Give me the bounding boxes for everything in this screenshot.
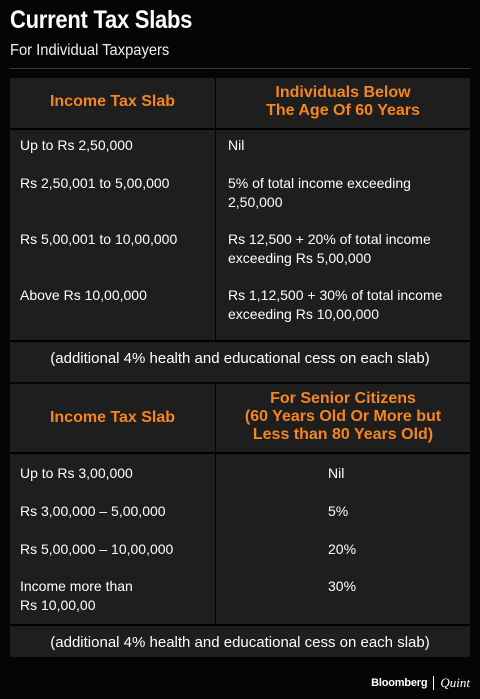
col-header-senior-citizens bbox=[216, 390, 470, 444]
table-row-tax: 20% bbox=[328, 541, 357, 557]
cess-note: (additional 4% health and educational cess on each slab) bbox=[50, 350, 430, 367]
brand-quint: Quint bbox=[440, 675, 470, 690]
slab-line: Rs 10,00,00 bbox=[20, 597, 96, 613]
title-divider bbox=[10, 68, 470, 69]
table-row-tax bbox=[228, 230, 431, 268]
table-row-slab: Up to Rs 3,00,000 bbox=[20, 465, 133, 481]
note-divider bbox=[10, 624, 470, 626]
page-subtitle: For Individual Taxpayers bbox=[10, 42, 170, 59]
brand-footer bbox=[371, 675, 470, 691]
table-row-slab: Above Rs 10,00,000 bbox=[20, 287, 147, 303]
table-row-tax: 30% bbox=[328, 578, 357, 594]
table-row-slab: Rs 5,00,000 – 10,00,000 bbox=[20, 541, 174, 557]
table-row-tax: Nil bbox=[328, 465, 345, 481]
col-header-income-slab: Income Tax Slab bbox=[49, 409, 176, 426]
table-row-slab: Rs 3,00,000 – 5,00,000 bbox=[20, 503, 166, 519]
tax-line: 2,50,000 bbox=[228, 194, 283, 210]
tax-line: exceeding Rs 10,00,000 bbox=[228, 306, 379, 322]
table-row-tax bbox=[228, 286, 442, 324]
tax-line: Nil bbox=[228, 137, 245, 153]
tax-line: Rs 1,12,500 + 30% of total income bbox=[228, 287, 443, 303]
table-row-slab: Rs 5,00,001 to 10,00,000 bbox=[20, 231, 178, 247]
tax-table-below-60 bbox=[10, 78, 470, 382]
cess-note: (additional 4% health and educational cess on each slab) bbox=[50, 634, 430, 651]
header-divider bbox=[10, 128, 470, 130]
table-row-tax: 5% bbox=[328, 503, 349, 519]
col-header-income-slab: Income Tax Slab bbox=[49, 93, 176, 110]
col-header-individuals bbox=[216, 84, 470, 120]
col-header-line: Less than 80 Years Old) bbox=[252, 426, 434, 443]
col-header-line: Individuals Below bbox=[275, 84, 411, 101]
note-divider bbox=[10, 340, 470, 342]
brand-bloomberg: Bloomberg bbox=[371, 677, 428, 689]
table-row-slab bbox=[20, 577, 133, 615]
page-title: Current Tax Slabs bbox=[10, 6, 193, 34]
tax-line: Rs 12,500 + 20% of total income bbox=[228, 231, 431, 247]
table-row-slab: Rs 2,50,001 to 5,00,000 bbox=[20, 175, 170, 191]
tax-table-senior-citizens bbox=[10, 384, 470, 657]
table-row-slab: Up to Rs 2,50,000 bbox=[20, 137, 133, 153]
brand-separator bbox=[433, 676, 434, 690]
table-row-tax bbox=[228, 136, 244, 155]
col-header-line: For Senior Citizens bbox=[270, 390, 416, 407]
col-header-line: (60 Years Old Or More but bbox=[244, 408, 442, 425]
tax-line: 5% of total income exceeding bbox=[228, 175, 411, 191]
slab-line: Income more than bbox=[20, 578, 133, 594]
tax-line: exceeding Rs 5,00,000 bbox=[228, 250, 372, 266]
header-divider bbox=[10, 452, 470, 454]
table-row-tax bbox=[228, 174, 411, 212]
col-header-line: The Age Of 60 Years bbox=[266, 102, 420, 119]
